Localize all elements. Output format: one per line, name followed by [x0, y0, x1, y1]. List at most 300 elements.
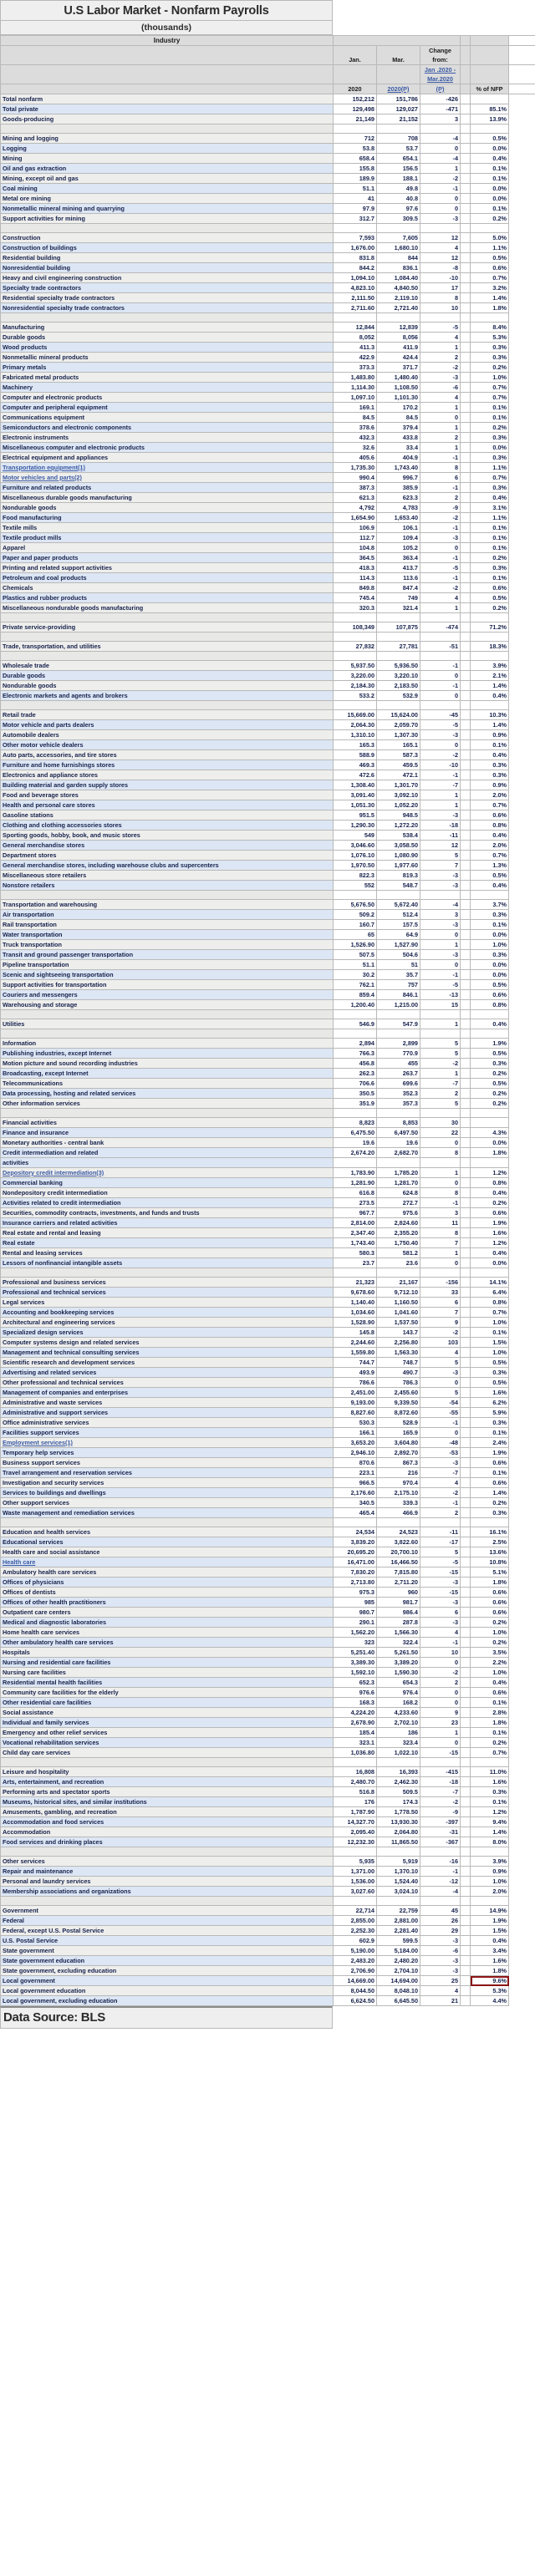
- cell-spacer: [461, 1648, 471, 1658]
- row-label: [1, 1847, 334, 1857]
- cell-mar-value: 472.1: [377, 770, 420, 780]
- cell-mar-value: [377, 613, 420, 622]
- row-label-link[interactable]: Transportation equipment(1): [3, 464, 85, 471]
- cell-change-value: -4: [420, 154, 461, 164]
- cell-jan-value: [334, 701, 377, 710]
- cell-jan-value: [334, 1010, 377, 1019]
- cell-pct-value: 16.1%: [471, 1527, 509, 1537]
- cell-pct-value: [471, 1118, 509, 1128]
- cell-tail: [509, 114, 535, 124]
- cell-spacer: [461, 533, 471, 543]
- cell-spacer: [461, 1000, 471, 1010]
- cell-pct-value: 0.1%: [471, 164, 509, 174]
- row-label: State government: [1, 1946, 334, 1956]
- cell-tail: [509, 1678, 535, 1688]
- cell-pct-value: 0.2%: [471, 1638, 509, 1648]
- cell-tail: [509, 1518, 535, 1527]
- cell-mar-value: 11,865.50: [377, 1837, 420, 1847]
- cell-mar-value: 21,167: [377, 1278, 420, 1288]
- cell-mar-value: 547.9: [377, 1019, 420, 1029]
- cell-mar-value: 975.6: [377, 1208, 420, 1218]
- cell-tail: [509, 154, 535, 164]
- row-label-link[interactable]: Health care: [3, 1558, 36, 1566]
- cell-jan-value: 189.9: [334, 174, 377, 184]
- cell-mar-value: 8,872.60: [377, 1408, 420, 1418]
- cell-jan-value: 160.7: [334, 920, 377, 930]
- cell-change-value: 45: [420, 1906, 461, 1916]
- row-label: Vocational rehabilitation services: [1, 1738, 334, 1748]
- cell-pct-value: 1.6%: [471, 1228, 509, 1238]
- cell-spacer: [461, 1488, 471, 1498]
- cell-tail: [509, 1378, 535, 1388]
- row-label: Petroleum and coal products: [1, 573, 334, 583]
- cell-tail: [509, 184, 535, 194]
- cell-mar-value: 2,704.10: [377, 1966, 420, 1976]
- row-label: Food services and drinking places: [1, 1837, 334, 1847]
- cell-pct-value: 0.3%: [471, 770, 509, 780]
- cell-change-value: -2: [420, 363, 461, 373]
- cell-jan-value: 21,323: [334, 1278, 377, 1288]
- cell-pct-value: 0.8%: [471, 1000, 509, 1010]
- cell-change-value: 5: [420, 1099, 461, 1109]
- cell-spacer: [461, 1228, 471, 1238]
- cell-change-value: 103: [420, 1338, 461, 1348]
- table-row: [1, 1877, 535, 1887]
- cell-pct-value: [471, 633, 509, 642]
- cell-mar-value: 24,523: [377, 1527, 420, 1537]
- cell-pct-value: 0.7%: [471, 383, 509, 393]
- cell-jan-value: 41: [334, 194, 377, 204]
- cell-change-value: [420, 1897, 461, 1906]
- row-label: Machinery: [1, 383, 334, 393]
- cell-change-value: -1: [420, 970, 461, 980]
- cell-spacer: [461, 1428, 471, 1438]
- cell-mar-value: 97.6: [377, 204, 420, 214]
- row-label: Motion picture and sound recording industries: [1, 1059, 334, 1069]
- cell-mar-value: 1,680.10: [377, 243, 420, 253]
- cell-pct-value: 0.8%: [471, 821, 509, 831]
- cell-pct-value: 1.0%: [471, 373, 509, 383]
- cell-jan-value: 51.1: [334, 184, 377, 194]
- table-row: [1, 970, 535, 980]
- cell-tail: [509, 1936, 535, 1946]
- cell-spacer: [461, 980, 471, 990]
- cell-pct-value: 0.1%: [471, 204, 509, 214]
- cell-change-value: -31: [420, 1827, 461, 1837]
- cell-pct-value: [471, 1897, 509, 1906]
- table-row: [1, 583, 535, 593]
- cell-jan-value: 2,814.00: [334, 1218, 377, 1228]
- cell-jan-value: 5,935: [334, 1857, 377, 1867]
- header-industry: Industry: [1, 36, 334, 46]
- table-row: [1, 790, 535, 800]
- cell-jan-value: 22,714: [334, 1906, 377, 1916]
- table-row: [1, 770, 535, 780]
- cell-spacer: [461, 970, 471, 980]
- cell-jan-value: 1,536.00: [334, 1877, 377, 1887]
- row-label: General merchandise stores, including warehouse clubs and supercenters: [1, 861, 334, 871]
- row-label: Mining: [1, 154, 334, 164]
- cell-tail: [509, 1308, 535, 1318]
- row-label[interactable]: [1, 1557, 334, 1567]
- cell-change-value: 25: [420, 1976, 461, 1986]
- cell-pct-value: 0.7%: [471, 800, 509, 810]
- cell-pct-value: 0.5%: [471, 253, 509, 263]
- cell-change-value: 1: [420, 790, 461, 800]
- cell-pct-value: 6.4%: [471, 1288, 509, 1298]
- cell-change-value: -415: [420, 1767, 461, 1777]
- cell-pct-value: [471, 94, 509, 104]
- cell-pct-value: 5.1%: [471, 1567, 509, 1578]
- table-row: [1, 1000, 535, 1010]
- cell-jan-value: 155.8: [334, 164, 377, 174]
- header-jan: Jan.: [334, 46, 377, 65]
- cell-jan-value: 465.4: [334, 1508, 377, 1518]
- row-label: Other ambulatory health care services: [1, 1638, 334, 1648]
- row-label: Offices of dentists: [1, 1588, 334, 1598]
- cell-jan-value: 84.5: [334, 413, 377, 423]
- table-row: [1, 1658, 535, 1668]
- cell-jan-value: 7,830.20: [334, 1567, 377, 1578]
- row-label: Nonresidential specialty trade contractors: [1, 303, 334, 313]
- cell-pct-value: 5.9%: [471, 1408, 509, 1418]
- row-label: Nonresidential building: [1, 263, 334, 273]
- cell-jan-value: 549: [334, 831, 377, 841]
- cell-jan-value: 2,347.40: [334, 1228, 377, 1238]
- cell-spacer: [461, 1777, 471, 1787]
- row-label: Fabricated metal products: [1, 373, 334, 383]
- cell-spacer: [461, 652, 471, 661]
- table-row: [1, 243, 535, 253]
- table-row: [1, 1298, 535, 1308]
- cell-mar-value: 2,892.70: [377, 1448, 420, 1458]
- cell-tail: [509, 1916, 535, 1926]
- cell-tail: [509, 1946, 535, 1956]
- cell-jan-value: 387.3: [334, 483, 377, 493]
- cell-mar-value: [377, 1158, 420, 1168]
- row-label[interactable]: [1, 1438, 334, 1448]
- cell-pct-value: 0.0%: [471, 970, 509, 980]
- cell-tail: [509, 573, 535, 583]
- cell-tail: [509, 383, 535, 393]
- row-label: [1, 313, 334, 323]
- cell-mar-value: 948.5: [377, 810, 420, 821]
- cell-mar-value: 263.7: [377, 1069, 420, 1079]
- row-label[interactable]: [1, 473, 334, 483]
- row-label: Professional and technical services: [1, 1288, 334, 1298]
- cell-change-value: -15: [420, 1748, 461, 1758]
- cell-spacer: [461, 1468, 471, 1478]
- table-row: [1, 1238, 535, 1248]
- cell-change-value: -9: [420, 1807, 461, 1817]
- header-col-2020p-link[interactable]: 2020(P): [387, 85, 410, 93]
- table-row: [1, 1807, 535, 1817]
- row-label: Advertising and related services: [1, 1368, 334, 1378]
- cell-mar-value: 1,566.30: [377, 1628, 420, 1638]
- cell-spacer: [461, 184, 471, 194]
- cell-tail: [509, 910, 535, 920]
- cell-spacer: [461, 1089, 471, 1099]
- cell-spacer: [461, 1069, 471, 1079]
- cell-spacer: [461, 323, 471, 333]
- table-row: [1, 1468, 535, 1478]
- cell-jan-value: 1,310.10: [334, 730, 377, 740]
- cell-change-value: -15: [420, 1588, 461, 1598]
- cell-change-value: -51: [420, 642, 461, 652]
- row-label: Miscellaneous store retailers: [1, 871, 334, 881]
- row-label: Computer and peripheral equipment: [1, 403, 334, 413]
- table-spacer-row: [1, 701, 535, 710]
- row-label: Construction of buildings: [1, 243, 334, 253]
- row-label: Manufacturing: [1, 323, 334, 333]
- cell-mar-value: 151,786: [377, 94, 420, 104]
- header-change-p-link[interactable]: (P): [436, 85, 445, 93]
- cell-mar-value: 587.3: [377, 750, 420, 760]
- cell-jan-value: 2,674.20: [334, 1148, 377, 1158]
- table-row: [1, 1986, 535, 1996]
- cell-mar-value: 996.7: [377, 473, 420, 483]
- cell-pct-value: 0.8%: [471, 1178, 509, 1188]
- row-label: Metal ore mining: [1, 194, 334, 204]
- table-row: [1, 114, 535, 124]
- cell-pct-value: 14.1%: [471, 1278, 509, 1288]
- table-row: [1, 343, 535, 353]
- cell-tail: [509, 1288, 535, 1298]
- cell-mar-value: 867.3: [377, 1458, 420, 1468]
- cell-pct-value: 10.8%: [471, 1557, 509, 1567]
- cell-change-value: 5: [420, 1358, 461, 1368]
- cell-pct-value: 2.0%: [471, 1887, 509, 1897]
- table-row: [1, 1508, 535, 1518]
- row-label: Other professional and technical services: [1, 1378, 334, 1388]
- cell-spacer: [461, 740, 471, 750]
- cell-spacer: [461, 730, 471, 740]
- cell-change-value: -3: [420, 810, 461, 821]
- row-label: Water transportation: [1, 930, 334, 940]
- table-row: [1, 1628, 535, 1638]
- table-row: [1, 1278, 535, 1288]
- table-row: [1, 1258, 535, 1268]
- cell-mar-value: 433.8: [377, 433, 420, 443]
- cell-jan-value: 51.1: [334, 960, 377, 970]
- cell-mar-value: 2,480.20: [377, 1956, 420, 1966]
- cell-jan-value: 1,036.80: [334, 1748, 377, 1758]
- row-label[interactable]: [1, 463, 334, 473]
- change-range-line1[interactable]: Jan .2020 -: [424, 66, 456, 74]
- cell-change-value: -5: [420, 323, 461, 333]
- cell-change-value: 0: [420, 413, 461, 423]
- cell-change-value: 4: [420, 1478, 461, 1488]
- cell-pct-value: 2.0%: [471, 841, 509, 851]
- cell-mar-value: 819.3: [377, 871, 420, 881]
- cell-spacer: [461, 403, 471, 413]
- cell-change-value: 12: [420, 841, 461, 851]
- cell-pct-value: 0.1%: [471, 403, 509, 413]
- cell-pct-value: 2.0%: [471, 790, 509, 800]
- cell-pct-value: 0.2%: [471, 1498, 509, 1508]
- row-label: Textile mills: [1, 523, 334, 533]
- table-spacer-row: [1, 1010, 535, 1019]
- table-row: [1, 593, 535, 603]
- row-label: Museums, historical sites, and similar institutions: [1, 1797, 334, 1807]
- cell-pct-value: 0.2%: [471, 423, 509, 433]
- cell-tail: [509, 493, 535, 503]
- cell-jan-value: 2,706.90: [334, 1966, 377, 1976]
- row-label: Facilities support services: [1, 1428, 334, 1438]
- table-row: [1, 1398, 535, 1408]
- cell-mar-value: 165.1: [377, 740, 420, 750]
- cell-pct-value: 1.1%: [471, 243, 509, 253]
- cell-pct-value: 0.2%: [471, 1198, 509, 1208]
- table-row: [1, 94, 535, 104]
- cell-change-value: 1: [420, 343, 461, 353]
- cell-jan-value: 373.3: [334, 363, 377, 373]
- cell-tail: [509, 1029, 535, 1039]
- cell-tail: [509, 463, 535, 473]
- row-label-link[interactable]: Motor vehicles and parts(2): [3, 474, 82, 481]
- cell-spacer: [461, 1148, 471, 1158]
- cell-jan-value: 166.1: [334, 1428, 377, 1438]
- cell-tail: [509, 1158, 535, 1168]
- cell-jan-value: 588.9: [334, 750, 377, 760]
- row-label: Apparel: [1, 543, 334, 553]
- table-row: [1, 1946, 535, 1956]
- row-label: [1, 652, 334, 661]
- row-label: Local government education: [1, 1986, 334, 1996]
- cell-jan-value: 980.7: [334, 1608, 377, 1618]
- cell-mar-value: 3,058.50: [377, 841, 420, 851]
- cell-spacer: [461, 1138, 471, 1148]
- cell-change-value: 5: [420, 1049, 461, 1059]
- cell-pct-value: 0.6%: [471, 1478, 509, 1488]
- cell-tail: [509, 1438, 535, 1448]
- cell-spacer: [461, 710, 471, 720]
- row-label: Broadcasting, except Internet: [1, 1069, 334, 1079]
- table-row: [1, 1099, 535, 1109]
- row-label: Social assistance: [1, 1708, 334, 1718]
- row-label: Telecommunications: [1, 1079, 334, 1089]
- cell-pct-value: 0.2%: [471, 1089, 509, 1099]
- cell-tail: [509, 503, 535, 513]
- row-label: Air transportation: [1, 910, 334, 920]
- table-row: [1, 503, 535, 513]
- cell-jan-value: 165.3: [334, 740, 377, 750]
- cell-spacer: [461, 174, 471, 184]
- cell-pct-value: 0.4%: [471, 831, 509, 841]
- row-label: U.S. Postal Service: [1, 1936, 334, 1946]
- cell-tail: [509, 1278, 535, 1288]
- table-spacer-row: [1, 1847, 535, 1857]
- cell-mar-value: 2,899: [377, 1039, 420, 1049]
- cell-jan-value: [334, 633, 377, 642]
- cell-spacer: [461, 573, 471, 583]
- cell-spacer: [461, 543, 471, 553]
- row-label-link[interactable]: Depository credit intermediation(3): [3, 1169, 104, 1176]
- table-row: [1, 691, 535, 701]
- cell-mar-value: 2,721.40: [377, 303, 420, 313]
- table-row: [1, 1228, 535, 1238]
- cell-pct-value: 0.1%: [471, 413, 509, 423]
- cell-tail: [509, 633, 535, 642]
- cell-pct-value: 1.5%: [471, 1338, 509, 1348]
- cell-spacer: [461, 1758, 471, 1767]
- row-label: Plastics and rubber products: [1, 593, 334, 603]
- cell-pct-value: 0.1%: [471, 573, 509, 583]
- cell-change-value: -5: [420, 720, 461, 730]
- cell-mar-value: [377, 1518, 420, 1527]
- cell-tail: [509, 810, 535, 821]
- cell-spacer: [461, 1926, 471, 1936]
- cell-jan-value: 3,091.40: [334, 790, 377, 800]
- cell-pct-value: 1.0%: [471, 940, 509, 950]
- cell-change-value: 26: [420, 1916, 461, 1926]
- cell-spacer: [461, 1527, 471, 1537]
- cell-mar-value: 371.7: [377, 363, 420, 373]
- cell-mar-value: 9,712.10: [377, 1288, 420, 1298]
- cell-mar-value: 512.4: [377, 910, 420, 920]
- cell-change-value: [420, 652, 461, 661]
- cell-pct-value: 85.1%: [471, 104, 509, 114]
- cell-pct-value: [471, 1758, 509, 1767]
- cell-spacer: [461, 114, 471, 124]
- cell-tail: [509, 990, 535, 1000]
- cell-jan-value: 108,349: [334, 622, 377, 633]
- cell-jan-value: 469.3: [334, 760, 377, 770]
- cell-jan-value: 4,792: [334, 503, 377, 513]
- cell-tail: [509, 671, 535, 681]
- cell-mar-value: 13,930.30: [377, 1817, 420, 1827]
- cell-tail: [509, 343, 535, 353]
- cell-change-value: -2: [420, 1797, 461, 1807]
- row-label: Accounting and bookkeeping services: [1, 1308, 334, 1318]
- cell-jan-value: 1,034.60: [334, 1308, 377, 1318]
- cell-tail: [509, 1638, 535, 1648]
- cell-pct-value: [471, 652, 509, 661]
- table-row: [1, 1188, 535, 1198]
- cell-spacer: [461, 1986, 471, 1996]
- table-row: [1, 1857, 535, 1867]
- table-row: [1, 1248, 535, 1258]
- cell-change-value: 0: [420, 1378, 461, 1388]
- cell-mar-value: 2,183.50: [377, 681, 420, 691]
- cell-jan-value: 530.3: [334, 1418, 377, 1428]
- cell-mar-value: 113.6: [377, 573, 420, 583]
- row-label: Durable goods: [1, 333, 334, 343]
- row-label[interactable]: [1, 1168, 334, 1178]
- table-spacer-row: [1, 1518, 535, 1527]
- cell-mar-value: 20,700.10: [377, 1547, 420, 1557]
- table-row: [1, 1498, 535, 1508]
- row-label: [1, 1010, 334, 1019]
- table-row: [1, 831, 535, 841]
- cell-jan-value: 114.3: [334, 573, 377, 583]
- cell-spacer: [461, 1827, 471, 1837]
- cell-pct-value: 10.3%: [471, 710, 509, 720]
- cell-change-value: [420, 613, 461, 622]
- table-row: [1, 1688, 535, 1698]
- row-label: Education and health services: [1, 1527, 334, 1537]
- cell-jan-value: 2,483.20: [334, 1956, 377, 1966]
- row-label-link[interactable]: Employment services(1): [3, 1439, 73, 1446]
- cell-mar-value: 16,466.50: [377, 1557, 420, 1567]
- cell-change-value: 2: [420, 433, 461, 443]
- cell-pct-value: 0.2%: [471, 553, 509, 563]
- cell-jan-value: 8,827.60: [334, 1408, 377, 1418]
- change-range-line2[interactable]: Mar.2020: [427, 75, 453, 83]
- cell-pct-value: 1.9%: [471, 1448, 509, 1458]
- cell-mar-value: 748.7: [377, 1358, 420, 1368]
- cell-spacer: [461, 851, 471, 861]
